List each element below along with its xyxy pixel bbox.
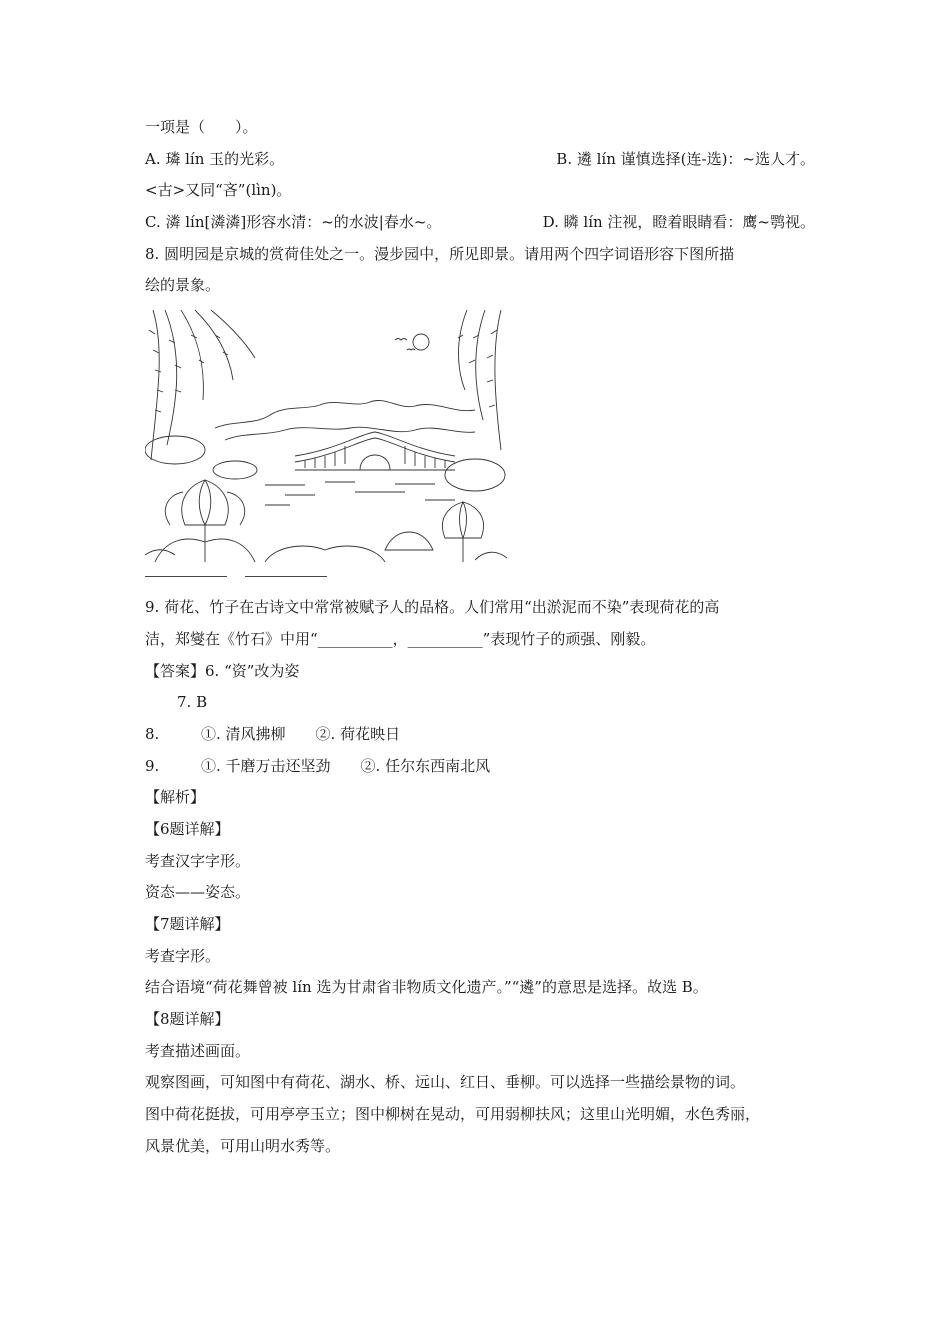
document-page <box>145 112 815 1163</box>
lotus-flower-right <box>385 502 484 562</box>
answer-8 <box>145 719 815 751</box>
arch-bridge <box>295 432 455 470</box>
answer-9-part-1: ①. 千磨万击还坚劲 <box>201 756 331 775</box>
analysis-q7-line-1: 考查字形。 <box>145 946 221 965</box>
q7-option-c: C. 潾 lín[潾潾]形容水清：~的水波|春水~。 <box>145 213 442 232</box>
analysis-q6-line-2: 资态——姿态。 <box>145 883 251 902</box>
answer-9-number: 9. <box>145 756 160 775</box>
q7-option-d: D. 瞵 lín 注视，瞪着眼睛看：鹰~鹗视。 <box>542 213 815 232</box>
answer-9 <box>145 751 815 783</box>
analysis-q8-heading: 【8题详解】 <box>145 1010 230 1029</box>
analysis-q8-line-3: 图中荷花挺拔，可用亭亭玉立；图中柳树在晃动，可用弱柳扶风；这里山光明媚，水色秀丽， <box>145 1105 761 1124</box>
q7-options-ab <box>145 144 815 176</box>
analysis-title: 【解析】 <box>145 788 206 807</box>
q7-option-a: A. 璘 lín 玉的光彩。 <box>145 149 285 168</box>
landscape-illustration <box>145 310 507 562</box>
sun-icon <box>413 334 429 350</box>
lotus-flower-left <box>155 480 255 562</box>
answer-9-part-2: ②. 任尔东西南北风 <box>360 756 491 775</box>
analysis-q7-line-2: 结合语境“荷花舞曾被 lín 选为甘肃省非物质文化遗产。”“遴”的意思是选择。故选 B。 <box>145 978 708 997</box>
answer-6: 【答案】6. “资”改为姿 <box>145 661 300 680</box>
q9-line-2: 洁，郑燮在《竹石》中用“__________，__________”表现竹子的顽强、刚毅。 <box>145 629 656 648</box>
answer-blanks <box>145 562 815 592</box>
analysis-q6-line-1: 考查汉字字形。 <box>145 851 251 870</box>
willow-branches-right <box>458 310 501 450</box>
willow-branches-left <box>149 310 255 460</box>
q9-line-1: 9. 荷花、竹子在古诗文中常常被赋予人的品格。人们常用“出淤泥而不染”表现荷花的高 <box>145 598 720 617</box>
answer-8-number: 8. <box>145 724 160 743</box>
analysis-q7-heading: 【7题详解】 <box>145 915 230 933</box>
q8-line-1: 8. 圆明园是京城的赏荷佳处之一。漫步园中，所见即景。请用两个四字词语形容下图所描 <box>145 244 735 263</box>
answer-blank-2[interactable] <box>245 576 327 577</box>
q7-option-b: B. 遴 lín 谨慎选择(连-选)：~选人才。 <box>556 149 815 168</box>
answer-7: 7. B <box>177 693 208 712</box>
q8-line-2: 绘的景象。 <box>145 276 221 295</box>
answer-8-part-2: ②. 荷花映日 <box>315 724 401 743</box>
analysis-q8-line-4: 风景优美，可用山明水秀等。 <box>145 1136 341 1155</box>
analysis-q8-line-1: 考查描述画面。 <box>145 1041 251 1060</box>
q7-stem-end: 一项是（ ）。 <box>145 118 258 136</box>
analysis-q8-line-2: 观察图画，可知图中有荷花、湖水、桥、远山、红日、垂柳。可以选择一些描绘景物的词。 <box>145 1073 746 1092</box>
answer-blank-1[interactable] <box>145 576 227 577</box>
q7-option-b-cont: <古>又同“吝”(lìn)。 <box>145 181 292 200</box>
analysis-q6-heading: 【6题详解】 <box>145 819 230 838</box>
q7-options-cd <box>145 207 815 239</box>
answer-8-part-1: ①. 清风拂柳 <box>201 724 286 743</box>
